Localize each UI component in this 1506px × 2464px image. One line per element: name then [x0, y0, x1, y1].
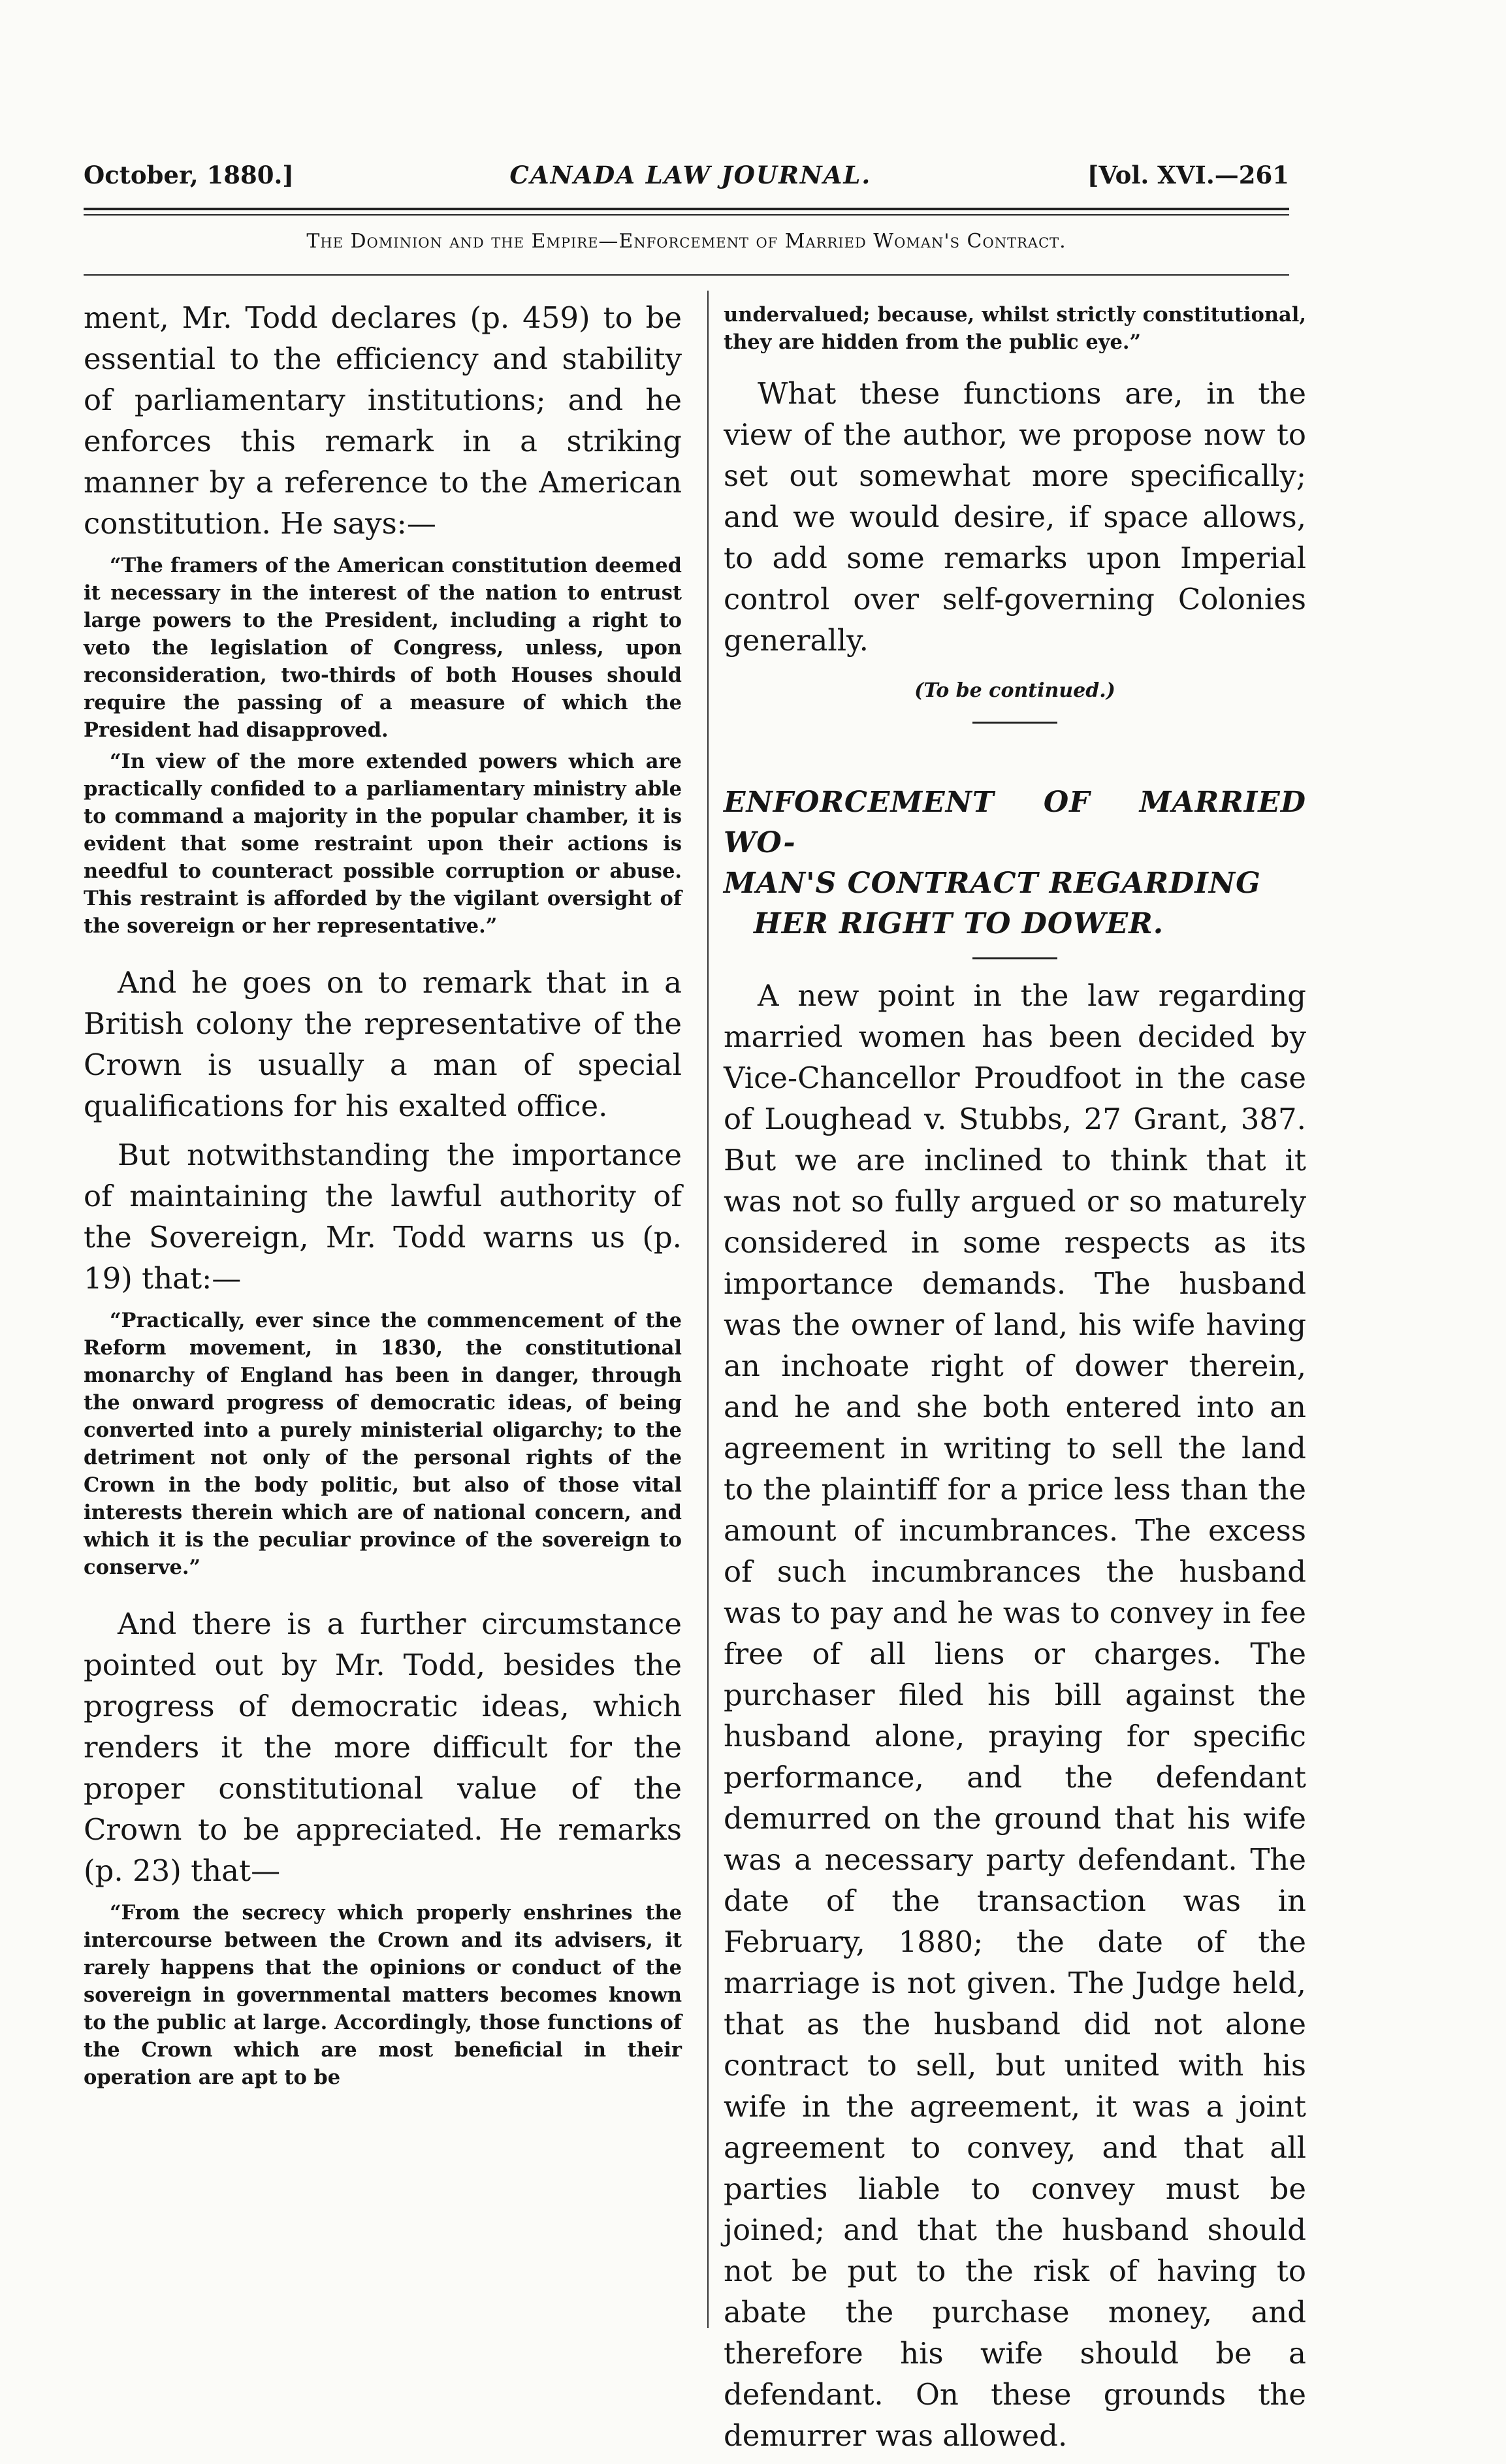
section-title: The Dominion and the Empire—Enforcement of Married Woman's Contract.: [306, 230, 1066, 253]
to-be-continued: (To be continued.): [914, 679, 1115, 702]
right-column: [724, 297, 1306, 2464]
separator-rule: [972, 722, 1057, 724]
column-divider: [707, 291, 709, 2328]
block-quote: “The framers of the American constitution deemed it necessary in the interest of the nation to entrust large powers to the President, including a right to veto the legislation of Congress, unless, upon reconsideration, two-thirds of both Houses should require the passing of a measure of which the President had disapproved.: [84, 554, 682, 742]
block-quote: “In view of the more extended powers which are practically confided to a parliamentary ministry able to command a majority in the popular chamber, it is evident that some restraint upon their actions is needful to counteract possible corruption or abuse. This restraint is afforded by the vigilant oversight of the sovereign or her representative.”: [84, 750, 682, 938]
section-rule: [84, 274, 1289, 276]
block-quote: undervalued; because, whilst strictly constitutional, they are hidden from the public eye.”: [724, 303, 1306, 354]
article-title-line: ENFORCEMENT OF MARRIED WO-: [724, 786, 1306, 859]
block-quote: “From the secrecy which properly enshrines the intercourse between the Crown and its advisers, it rarely happens that the opinions or conduct of the sovereign in governmental matters becomes known to the public at large. Accordingly, those functions of the Crown which are most beneficial in their operation are apt to be: [84, 1901, 682, 2089]
running-head: [84, 161, 1289, 200]
separator-rule: [972, 957, 1057, 959]
paragraph: And there is a further circumstance pointed out by Mr. Todd, besides the progress of democratic ideas, which renders it the more difficult for the proper constitutional value of the Crown to be appreciated. He remarks (p. 23) that—: [84, 1607, 682, 1888]
paragraph: And he goes on to remark that in a British colony the representative of the Crown is usually a man of special qualifications for his exalted office.: [84, 965, 682, 1123]
paragraph: A new point in the law regarding married women has been decided by Vice-Chancellor Proudfoot in the case of Loughead v. Stubbs, 27 Grant, 387. But we are inclined to think that it was not so fully argued or so maturely considered in some respects as its importance demands. The husband was the owner of land, his wife having an inchoate right of dower therein, and he and she both entered into an agreement in writing to sell the land to the plaintiff for a price less than the amount of incumbrances. The excess of such incumbrances the husband was to pay and he was to convey in fee free of all liens or charges. The purchaser filed his bill against the husband alone, praying for specific performance, and the defendant demurred on the ground that his wife was a necessary party defendant. The date of the transaction was in February, 1880; the date of the marriage is not given. The Judge held, that as the husband did not alone contract to sell, but united with his wife in the agreement, it was a joint agreement to convey, and that all parties liable to convey must be joined; and that the husband should not be put to the risk of having to abate the purchase money, and therefore his wife should be a defendant. On these grounds the demurrer was allowed.: [724, 978, 1306, 2453]
journal-title: CANADA LAW JOURNAL.: [509, 161, 872, 189]
paragraph: But notwithstanding the importance of maintaining the lawful authority of the Sovereign, Mr. Todd warns us (p. 19) that:—: [84, 1138, 682, 1296]
volume-page: [Vol. XVI.—261: [1087, 161, 1289, 189]
header-rule: [84, 208, 1289, 210]
left-column: [84, 297, 682, 2113]
paragraph: What these functions are, in the view of the author, we propose now to set out somewhat more specifically; and we would desire, if space allows, to add some remarks upon Imperial control over self-governing Colonies generally.: [724, 376, 1306, 658]
block-quote: “Practically, ever since the commencement of the Reform movement, in 1830, the constitutional monarchy of England has been in danger, through the onward progress of democratic ideas, of being converted into a purely ministerial oligarchy; to the detriment not only of the personal rights of the Crown in the body politic, but also of those vital interests therein which are of national concern, and which it is the peculiar province of the sovereign to conserve.”: [84, 1309, 682, 1579]
article-title: [724, 782, 1306, 944]
article-title-line: HER RIGHT TO DOWER.: [754, 907, 1164, 940]
article-title-line: MAN'S CONTRACT REGARDING: [724, 867, 1261, 900]
paragraph: ment, Mr. Todd declares (p. 459) to be essential to the efficiency and stability of parliamentary institutions; and he enforces this remark in a striking manner by a reference to the American constitution. He says:—: [84, 300, 682, 541]
header-date: October, 1880.]: [84, 161, 294, 189]
header-rule-thin: [84, 214, 1289, 216]
